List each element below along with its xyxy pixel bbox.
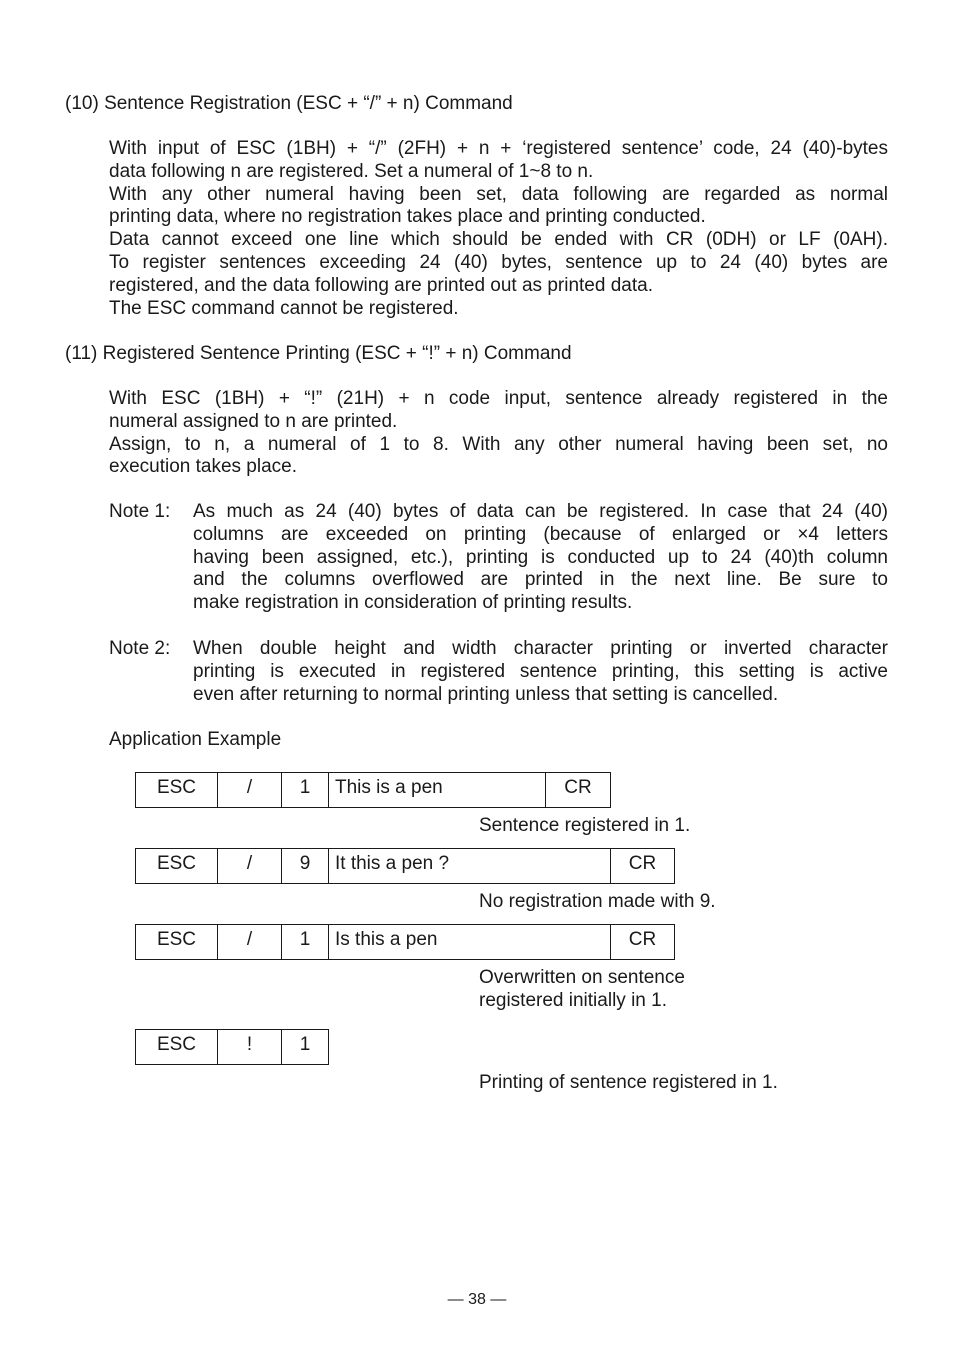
note-1-line: having been assigned, etc.), printing is conducted up to 24 (40)th column bbox=[193, 546, 888, 568]
section-10-line: The ESC command cannot be registered. bbox=[109, 297, 459, 319]
command-cell bbox=[136, 849, 218, 883]
section-11-line: numeral assigned to n are printed. bbox=[109, 410, 398, 432]
example-caption: Overwritten on sentence bbox=[479, 967, 685, 988]
section-10-body bbox=[109, 138, 888, 320]
command-cell-text: 1 bbox=[299, 929, 311, 950]
command-cell-text: ESC bbox=[156, 1034, 197, 1055]
example-title: Application Example bbox=[109, 729, 282, 750]
example-caption: No registration made with 9. bbox=[479, 891, 716, 912]
example-caption: registered initially in 1. bbox=[479, 990, 667, 1011]
command-cell bbox=[329, 925, 611, 959]
command-cell bbox=[218, 849, 282, 883]
command-cell bbox=[218, 1030, 282, 1064]
section-10-line: printing data, where no registration takes place and printing conducted. bbox=[109, 206, 706, 228]
section-10-line: data following n are registered. Set a numeral of 1~8 to n. bbox=[109, 160, 594, 182]
note-2-line: When double height and width character printing or inverted character bbox=[193, 638, 888, 659]
command-cell-text: CR bbox=[628, 929, 657, 950]
command-cell bbox=[136, 1030, 218, 1064]
section-10-line: registered, and the data following are printed out as printed data. bbox=[109, 274, 653, 296]
note-2-line: printing is executed in registered sentence printing, this setting is active bbox=[193, 660, 888, 682]
command-cell bbox=[611, 925, 674, 959]
command-row bbox=[135, 1029, 329, 1065]
note-1-line: and the columns overflowed are printed in the next line. Be sure to bbox=[193, 569, 888, 591]
command-cell-text: / bbox=[246, 777, 253, 798]
command-cell-text: ESC bbox=[156, 853, 197, 874]
section-11-heading: (11) Registered Sentence Printing (ESC + “!” + n) Command bbox=[65, 343, 572, 364]
note-1-line: columns are exceeded on printing (because of enlarged or ×4 letters bbox=[193, 523, 888, 545]
command-cell-text: ESC bbox=[156, 929, 197, 950]
command-cell-text: It this a pen ? bbox=[335, 853, 450, 874]
section-11-body bbox=[109, 388, 888, 479]
section-10-line: With any other numeral having been set, data following are regarded as normal bbox=[109, 183, 888, 205]
command-cell bbox=[282, 849, 329, 883]
command-cell bbox=[282, 1030, 328, 1064]
section-10-line: Data cannot exceed one line which should be ended with CR (0DH) or LF (0AH). bbox=[109, 229, 888, 251]
command-cell bbox=[136, 773, 218, 807]
section-10-line: With input of ESC (1BH) + “/” (2FH) + n + ‘registered sentence’ code, 24 (40)-bytes bbox=[109, 138, 888, 159]
command-cell-text: CR bbox=[628, 853, 657, 874]
command-cell bbox=[282, 925, 329, 959]
command-cell bbox=[282, 773, 329, 807]
command-cell-text: This is a pen bbox=[335, 777, 443, 798]
page-number: — 38 — bbox=[447, 1291, 507, 1308]
command-cell bbox=[218, 925, 282, 959]
note-2-line: even after returning to normal printing unless that setting is cancelled. bbox=[193, 683, 779, 705]
note-1-label: Note 1: bbox=[109, 501, 171, 522]
command-cell-text: 1 bbox=[299, 1034, 311, 1055]
section-10-line: To register sentences exceeding 24 (40) bytes, sentence up to 24 (40) bytes are bbox=[109, 251, 888, 273]
command-cell-text: Is this a pen bbox=[335, 929, 438, 950]
section-11-line: Assign, to n, a numeral of 1 to 8. With any other numeral having been set, no bbox=[109, 433, 888, 455]
example-caption: Printing of sentence registered in 1. bbox=[479, 1072, 778, 1093]
note-1-line: As much as 24 (40) bytes of data can be registered. In case that 24 (40) bbox=[193, 501, 888, 522]
command-cell-text: ESC bbox=[156, 777, 197, 798]
command-cell bbox=[329, 773, 546, 807]
command-cell bbox=[329, 849, 611, 883]
section-11-line: execution takes place. bbox=[109, 456, 298, 478]
command-cell-text: / bbox=[246, 853, 253, 874]
command-row bbox=[135, 848, 675, 884]
example-caption: Sentence registered in 1. bbox=[479, 815, 691, 836]
command-cell bbox=[136, 925, 218, 959]
command-row bbox=[135, 924, 675, 960]
command-cell-text: / bbox=[246, 929, 253, 950]
command-cell bbox=[611, 849, 674, 883]
command-row bbox=[135, 772, 611, 808]
command-cell bbox=[218, 773, 282, 807]
note-1-line: make registration in consideration of printing results. bbox=[193, 592, 633, 614]
command-cell-text: 1 bbox=[299, 777, 311, 798]
section-10-heading: (10) Sentence Registration (ESC + “/” + n) Command bbox=[65, 93, 513, 114]
note-2-label: Note 2: bbox=[109, 638, 171, 659]
section-11-line: With ESC (1BH) + “!” (21H) + n code input, sentence already registered in the bbox=[109, 388, 888, 409]
command-cell-text: CR bbox=[564, 777, 592, 798]
command-cell-text: 9 bbox=[299, 853, 311, 874]
command-cell bbox=[546, 773, 610, 807]
command-cell-text: ! bbox=[246, 1034, 253, 1055]
